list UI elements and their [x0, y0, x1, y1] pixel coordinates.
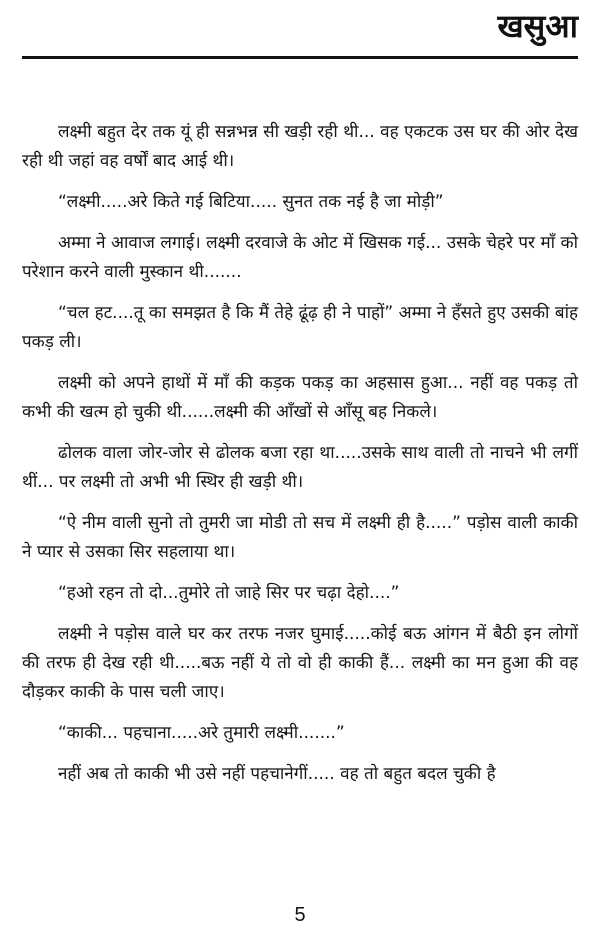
page-number: 5 — [294, 904, 306, 926]
body-text — [22, 118, 578, 801]
paragraph: ढोलक वाला जोर-जोर से ढोलक बजा रहा था.....उसके साथ वाली तो नाचने भी लगीं थीं... पर लक्ष्मी तो अभी भी स्थिर ही खड़ी थी। — [22, 443, 578, 492]
paragraph: लक्ष्मी ने पड़ोस वाले घर कर तरफ नजर घुमाई.....कोई बऊ आंगन में बैठी इन लोगों की तरफ ही देख रही थी.....बऊ नहीं ये तो वो ही काकी हैं... लक्ष्मी का मन हुआ की वह दौड़कर काकी के पास चली जाए। — [22, 624, 578, 702]
paragraph: “काकी... पहचाना.....अरे तुमारी लक्ष्मी.......” — [58, 723, 345, 743]
paragraph: अम्मा ने आवाज लगाई। लक्ष्मी दरवाजे के ओट में खिसक गई... उसके चेहरे पर माँ को परेशान करने वाली मुस्कान थी....... — [22, 233, 578, 282]
paragraph: “चल हट....तू का समझत है कि मैं तेहे ढूंढ़ ही ने पाहों” अम्मा ने हँसते हुए उसकी बांह पकड़ ली। — [22, 303, 578, 352]
paragraph: “ऐ नीम वाली सुनो तो तुमरी जा मोडी तो सच में लक्ष्मी ही है.....” पड़ोस वाली काकी ने प्यार से उसका सिर सहलाया था। — [22, 513, 578, 562]
paragraph: “लक्ष्मी.....अरे किते गई बिटिया..... सुनत तक नई है जा मोड़ी” — [58, 192, 444, 212]
paragraph: लक्ष्मी को अपने हाथों में माँ की कड़क पकड़ का अहसास हुआ... नहीं वह पकड़ तो कभी की खत्म हो चुकी थी......लक्ष्मी की आँखों से आँसू बह निकले। — [22, 373, 578, 422]
paragraph: “हओ रहन तो दो...तुमोरे तो जाहे सिर पर चढ़ा देहो....” — [58, 583, 400, 603]
paragraph: लक्ष्मी बहुत देर तक यूं ही सन्नभन्न सी खड़ी रही थी... वह एकटक उस घर की ओर देख रही थी जहां वह वर्षों बाद आई थी। — [22, 122, 578, 171]
chapter-title: खसुआ — [497, 7, 578, 45]
header-divider — [22, 56, 578, 59]
paragraph: नहीं अब तो काकी भी उसे नहीं पहचानेगीं..... वह तो बहुत बदल चुकी है — [58, 764, 496, 784]
